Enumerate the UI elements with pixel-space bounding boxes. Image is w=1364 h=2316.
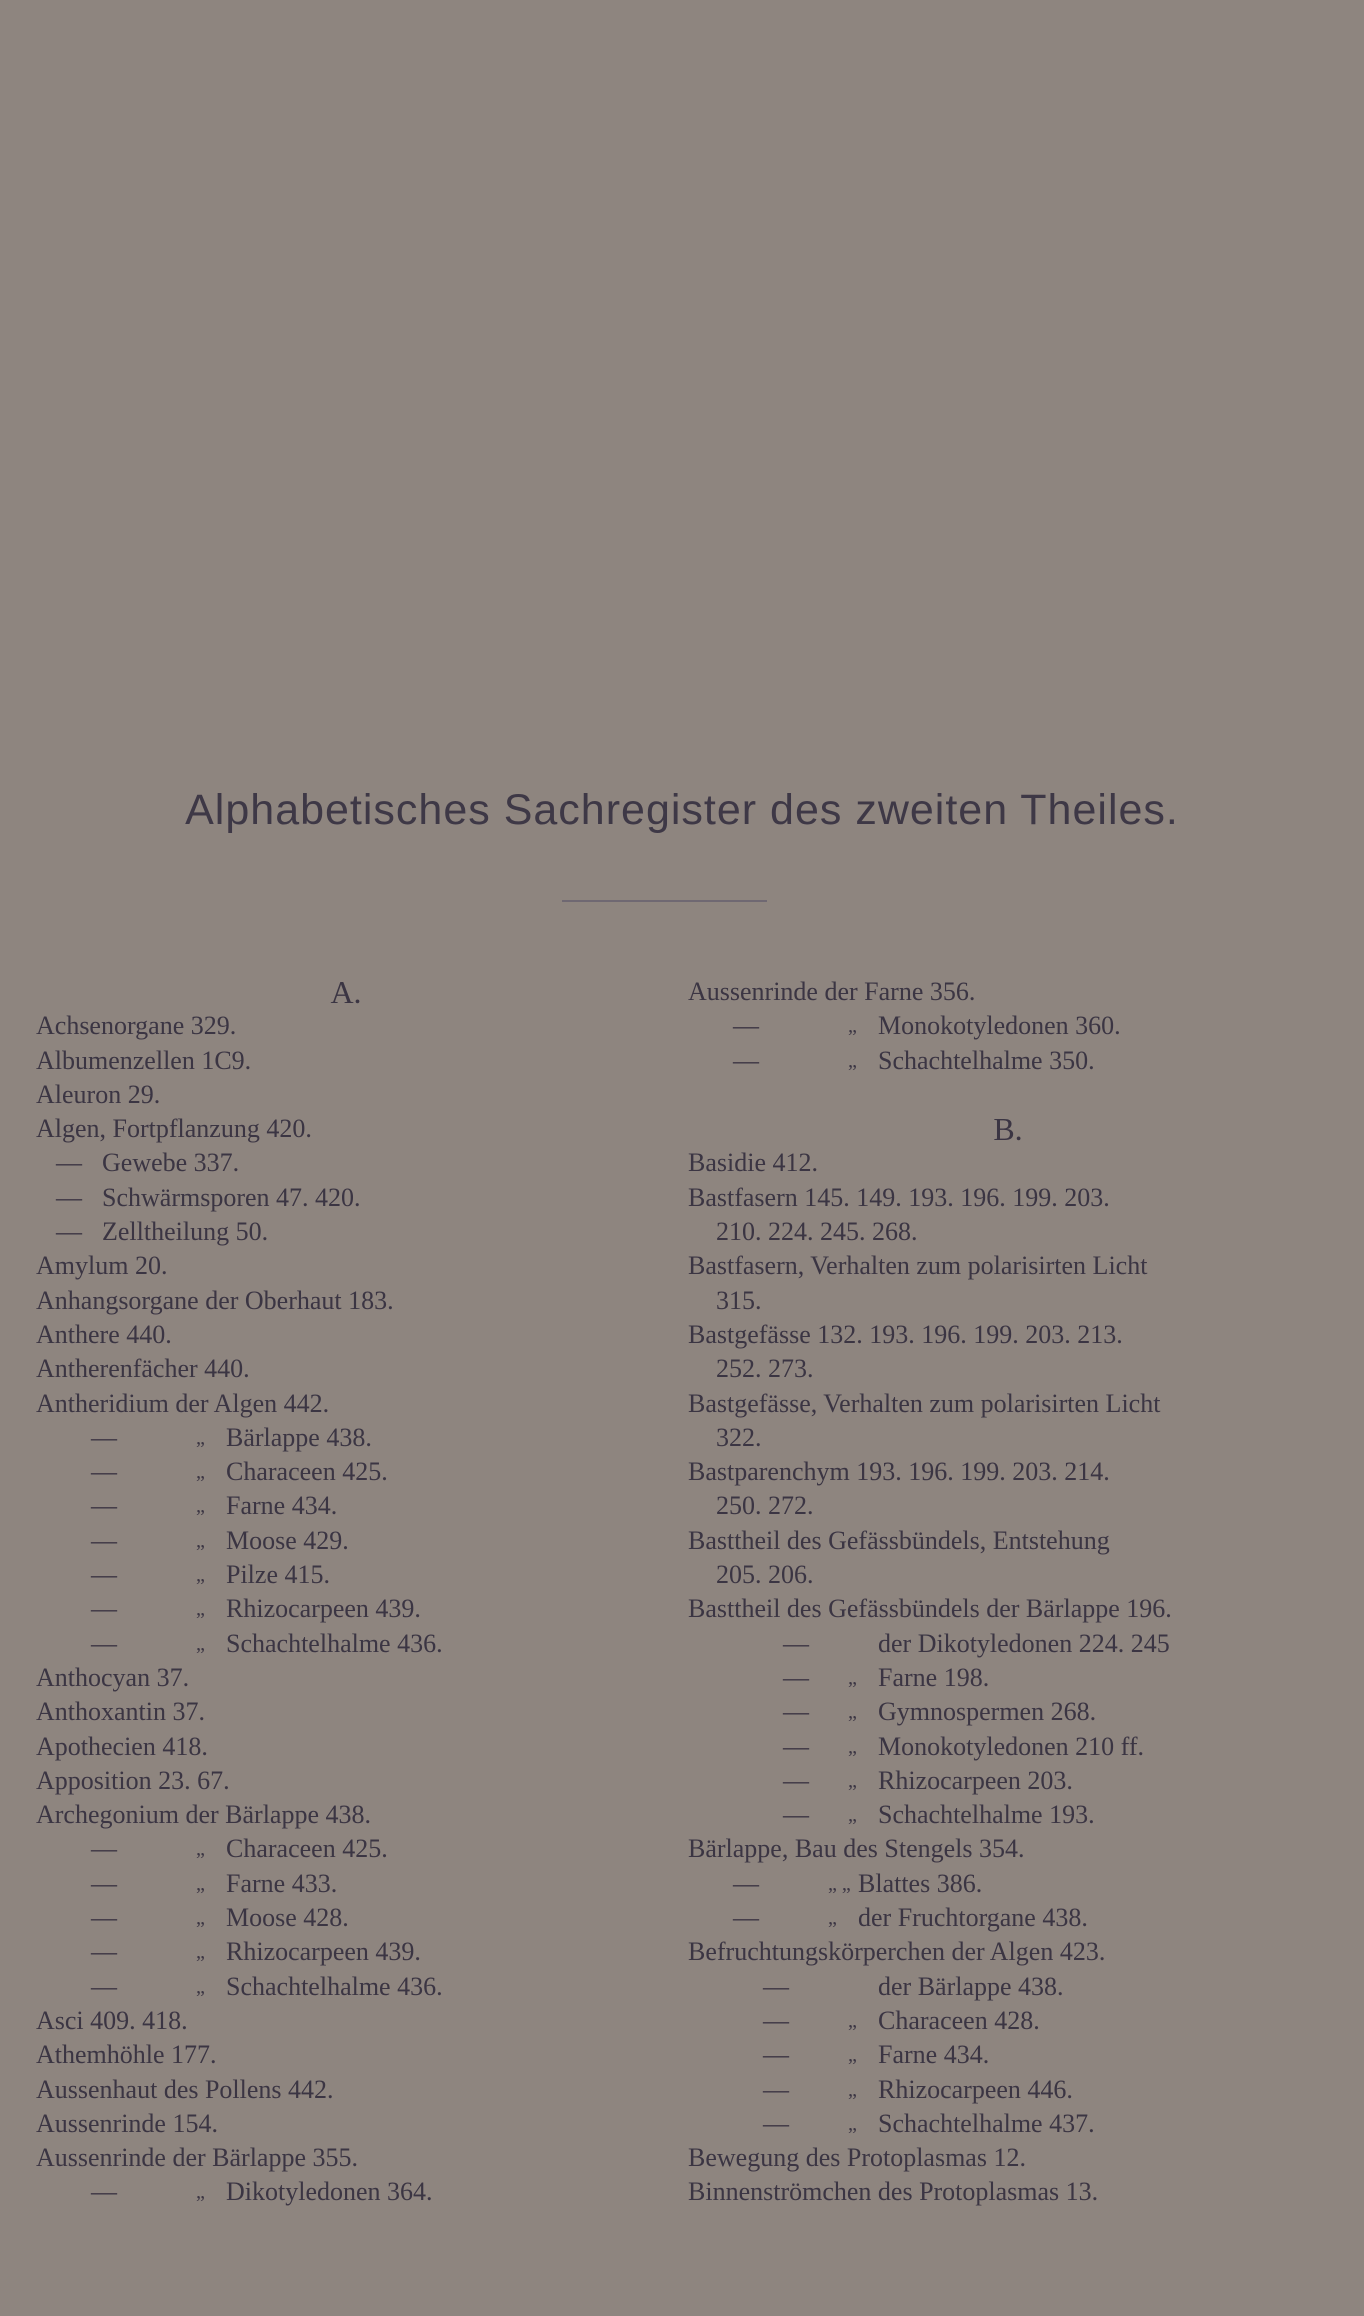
ditto-dash: — xyxy=(783,1628,809,1658)
index-subentry xyxy=(36,1421,656,1455)
index-subentry-text: Blattes 386. xyxy=(858,1868,983,1898)
index-entry: Bastfasern 145. 149. 193. 196. 199. 203. xyxy=(688,1182,1110,1212)
ditto-mark: „ xyxy=(196,1495,205,1518)
index-subentry xyxy=(688,1901,1328,1935)
index-subentry-text: Rhizocarpeen 439. xyxy=(226,1937,421,1967)
index-entry: Aussenrinde 154. xyxy=(36,2108,218,2138)
ditto-mark: „ xyxy=(196,1975,205,1998)
index-subentry xyxy=(688,1661,1328,1695)
index-entry: Anhangsorgane der Oberhaut 183. xyxy=(36,1285,394,1315)
index-subentry xyxy=(688,1970,1328,2004)
index-subentry xyxy=(688,2038,1328,2072)
index-subentry-text: Characeen 425. xyxy=(226,1457,388,1487)
index-subentry xyxy=(36,1970,656,2004)
index-subentry-text: Farne 434. xyxy=(878,2040,990,2070)
ditto-dash: — xyxy=(91,1903,117,1933)
ditto-dash: — xyxy=(763,2005,789,2035)
index-entry: Bastfasern, Verhalten zum polarisirten Licht xyxy=(688,1251,1148,1281)
index-subentry xyxy=(36,1935,656,1969)
index-subentry-text: der Dikotyledonen 224. 245 xyxy=(878,1628,1170,1658)
ditto-mark: „ xyxy=(848,1701,857,1724)
index-subentry xyxy=(688,2073,1328,2107)
index-subentry xyxy=(36,2175,656,2209)
ditto-dash: — xyxy=(763,2074,789,2104)
ditto-dash: — xyxy=(763,1971,789,2001)
index-subentry xyxy=(36,1455,656,1489)
index-subentry xyxy=(36,1181,656,1215)
index-entry: Archegonium der Bärlappe 438. xyxy=(36,1800,372,1830)
index-entry: Athemhöhle 177. xyxy=(36,2040,217,2070)
index-entry: Achsenorgane 329. xyxy=(36,1011,237,1041)
index-entry: Algen, Fortpflanzung 420. xyxy=(36,1114,312,1144)
ditto-mark: „ xyxy=(196,1598,205,1621)
index-subentry-text: Schachtelhalme 193. xyxy=(878,1800,1095,1830)
index-column-right xyxy=(688,975,1328,2210)
ditto-mark: „ xyxy=(196,1632,205,1655)
section-letter: B. xyxy=(993,1111,1023,1148)
index-subentry-text: Characeen 428. xyxy=(878,2005,1040,2035)
ditto-dash: — xyxy=(783,1662,809,1692)
title-rule xyxy=(562,900,767,902)
index-subentry xyxy=(36,1867,656,1901)
index-entry: Aussenrinde der Farne 356. xyxy=(688,977,976,1006)
index-subentry xyxy=(688,1009,1328,1043)
ditto-dash: — xyxy=(783,1800,809,1830)
section-letter: A. xyxy=(330,974,362,1010)
index-subentry-text: Farne 433. xyxy=(226,1868,338,1898)
ditto-dash: — xyxy=(91,1491,117,1521)
ditto-mark: „ xyxy=(196,2181,205,2204)
index-entry-continuation: 252. 273. xyxy=(716,1354,814,1384)
index-subentry xyxy=(36,1558,656,1592)
ditto-mark: „ xyxy=(848,1769,857,1792)
index-entry-continuation: 210. 224. 245. 268. xyxy=(716,1217,918,1247)
index-entry-continuation: 315. xyxy=(716,1285,762,1315)
index-subentry xyxy=(688,2004,1328,2038)
index-subentry xyxy=(688,1044,1328,1078)
index-entry: Amylum 20. xyxy=(36,1251,168,1281)
index-entry: Antherenfächer 440. xyxy=(36,1354,250,1384)
index-subentry-text: Rhizocarpeen 446. xyxy=(878,2074,1073,2104)
ditto-dash: — xyxy=(91,1971,117,2001)
ditto-dash: — xyxy=(733,1045,759,1075)
ditto-mark: „ xyxy=(848,2009,857,2032)
index-subentry-text: Gymnospermen 268. xyxy=(878,1697,1097,1727)
index-entry: Anthoxantin 37. xyxy=(36,1697,205,1727)
index-entry: Bastgefässe 132. 193. 196. 199. 203. 213. xyxy=(688,1319,1123,1349)
ditto-mark: „ xyxy=(196,1426,205,1449)
index-subentry xyxy=(36,1832,656,1866)
index-subentry xyxy=(36,1901,656,1935)
index-column-left xyxy=(36,975,656,2210)
ditto-dash: — xyxy=(91,1594,117,1624)
index-entry: Bastgefässe, Verhalten zum polarisirten Licht xyxy=(688,1388,1161,1418)
ditto-dash: — xyxy=(783,1765,809,1795)
index-subentry xyxy=(688,1867,1328,1901)
ditto-mark: „ xyxy=(848,1666,857,1689)
index-entry: Apposition 23. 67. xyxy=(36,1765,230,1795)
ditto-mark: „ xyxy=(848,1735,857,1758)
index-subentry-text: der Bärlappe 438. xyxy=(878,1971,1064,2001)
ditto-mark: „ xyxy=(196,1838,205,1861)
index-subentry-text: Schachtelhalme 436. xyxy=(226,1971,443,2001)
index-entry: Anthere 440. xyxy=(36,1319,172,1349)
ditto-dash: — xyxy=(783,1731,809,1761)
index-entry: Aussenhaut des Pollens 442. xyxy=(36,2074,334,2104)
ditto-dash: — xyxy=(91,1457,117,1487)
ditto-dash: — xyxy=(91,1560,117,1590)
ditto-dash: — xyxy=(763,2108,789,2138)
index-subentry-text: Rhizocarpeen 203. xyxy=(878,1765,1073,1795)
ditto-mark: „ xyxy=(196,1564,205,1587)
index-entry: Asci 409. 418. xyxy=(36,2005,188,2035)
index-entry: Aleuron 29. xyxy=(36,1079,161,1109)
index-subentry-text: Pilze 415. xyxy=(226,1560,330,1590)
index-subentry xyxy=(36,1146,656,1180)
index-entry: Bastparenchym 193. 196. 199. 203. 214. xyxy=(688,1457,1110,1487)
index-entry: Bewegung des Protoplasmas 12. xyxy=(688,2143,1026,2173)
ditto-dash: — xyxy=(91,1834,117,1864)
index-subentry-text: Monokotyledonen 360. xyxy=(878,1011,1121,1041)
ditto-mark: „ xyxy=(196,1529,205,1552)
spacer xyxy=(688,1078,1328,1112)
index-subentry-text: Zelltheilung 50. xyxy=(102,1217,269,1247)
ditto-dash: — xyxy=(733,1011,759,1041)
index-entry: Apothecien 418. xyxy=(36,1731,208,1761)
index-subentry xyxy=(36,1524,656,1558)
index-subentry-text: Rhizocarpeen 439. xyxy=(226,1594,421,1624)
ditto-dash: — xyxy=(91,2177,117,2207)
index-entry: Antheridium der Algen 442. xyxy=(36,1388,330,1418)
index-entry: Anthocyan 37. xyxy=(36,1662,190,1692)
index-entry: Aussenrinde der Bärlappe 355. xyxy=(36,2143,359,2173)
index-subentry xyxy=(688,2107,1328,2141)
index-subentry-text: Schachtelhalme 436. xyxy=(226,1628,443,1658)
index-subentry-text: Farne 198. xyxy=(878,1662,990,1692)
ditto-mark: „ „ xyxy=(828,1872,851,1895)
ditto-dash: — xyxy=(783,1697,809,1727)
index-subentry-text: Dikotyledonen 364. xyxy=(226,2177,433,2207)
ditto-dash: — xyxy=(91,1422,117,1452)
index-subentry-text: Schachtelhalme 350. xyxy=(878,1045,1095,1075)
ditto-mark: „ xyxy=(848,2112,857,2135)
ditto-mark: „ xyxy=(848,2078,857,2101)
index-subentry-text: Schachtelhalme 437. xyxy=(878,2108,1095,2138)
index-subentry-text: Farne 434. xyxy=(226,1491,338,1521)
ditto-dash: — xyxy=(91,1937,117,1967)
index-subentry xyxy=(688,1695,1328,1729)
ditto-mark: „ xyxy=(196,1907,205,1930)
ditto-dash: — xyxy=(91,1628,117,1658)
index-subentry xyxy=(688,1764,1328,1798)
index-subentry-text: Moose 429. xyxy=(226,1525,349,1555)
index-entry: Bärlappe, Bau des Stengels 354. xyxy=(688,1834,1025,1864)
index-subentry-text: Moose 428. xyxy=(226,1903,349,1933)
index-entry-continuation: 250. 272. xyxy=(716,1491,814,1521)
index-entry: Albumenzellen 1C9. xyxy=(36,1045,252,1075)
index-subentry xyxy=(688,1627,1328,1661)
ditto-mark: „ xyxy=(196,1872,205,1895)
ditto-dash: — xyxy=(91,1868,117,1898)
index-subentry xyxy=(36,1489,656,1523)
index-subentry-text: Characeen 425. xyxy=(226,1834,388,1864)
ditto-mark: „ xyxy=(828,1907,837,1930)
index-entry-continuation: 322. xyxy=(716,1422,762,1452)
ditto-dash: — xyxy=(91,1525,117,1555)
ditto-dash: — xyxy=(56,1148,82,1178)
ditto-mark: „ xyxy=(196,1941,205,1964)
index-entry: Basttheil des Gefässbündels, Entstehung xyxy=(688,1525,1110,1555)
index-subentry-text: Bärlappe 438. xyxy=(226,1422,372,1452)
ditto-dash: — xyxy=(733,1868,759,1898)
index-subentry-text: Monokotyledonen 210 ff. xyxy=(878,1731,1144,1761)
index-entry: Binnenströmchen des Protoplasmas 13. xyxy=(688,2177,1099,2207)
ditto-mark: „ xyxy=(196,1461,205,1484)
ditto-dash: — xyxy=(56,1182,82,1212)
ditto-mark: „ xyxy=(848,2044,857,2067)
page-title: Alphabetisches Sachregister des zweiten Theiles. xyxy=(185,786,1179,834)
index-entry: Basidie 412. xyxy=(688,1148,818,1178)
ditto-mark: „ xyxy=(848,1804,857,1827)
index-subentry xyxy=(36,1627,656,1661)
index-subentry-text: Schwärmsporen 47. 420. xyxy=(102,1182,361,1212)
ditto-mark: „ xyxy=(848,1049,857,1072)
index-subentry xyxy=(688,1730,1328,1764)
index-subentry-text: der Fruchtorgane 438. xyxy=(858,1903,1088,1933)
index-entry: Basttheil des Gefässbündels der Bärlappe 196. xyxy=(688,1594,1172,1624)
ditto-dash: — xyxy=(763,2040,789,2070)
ditto-mark: „ xyxy=(848,1015,857,1038)
index-subentry xyxy=(36,1592,656,1626)
index-subentry-text: Gewebe 337. xyxy=(102,1148,240,1178)
ditto-dash: — xyxy=(56,1217,82,1247)
index-subentry xyxy=(688,1798,1328,1832)
index-subentry xyxy=(36,1215,656,1249)
ditto-dash: — xyxy=(733,1903,759,1933)
index-entry-continuation: 205. 206. xyxy=(716,1560,814,1590)
index-entry: Befruchtungskörperchen der Algen 423. xyxy=(688,1937,1106,1967)
